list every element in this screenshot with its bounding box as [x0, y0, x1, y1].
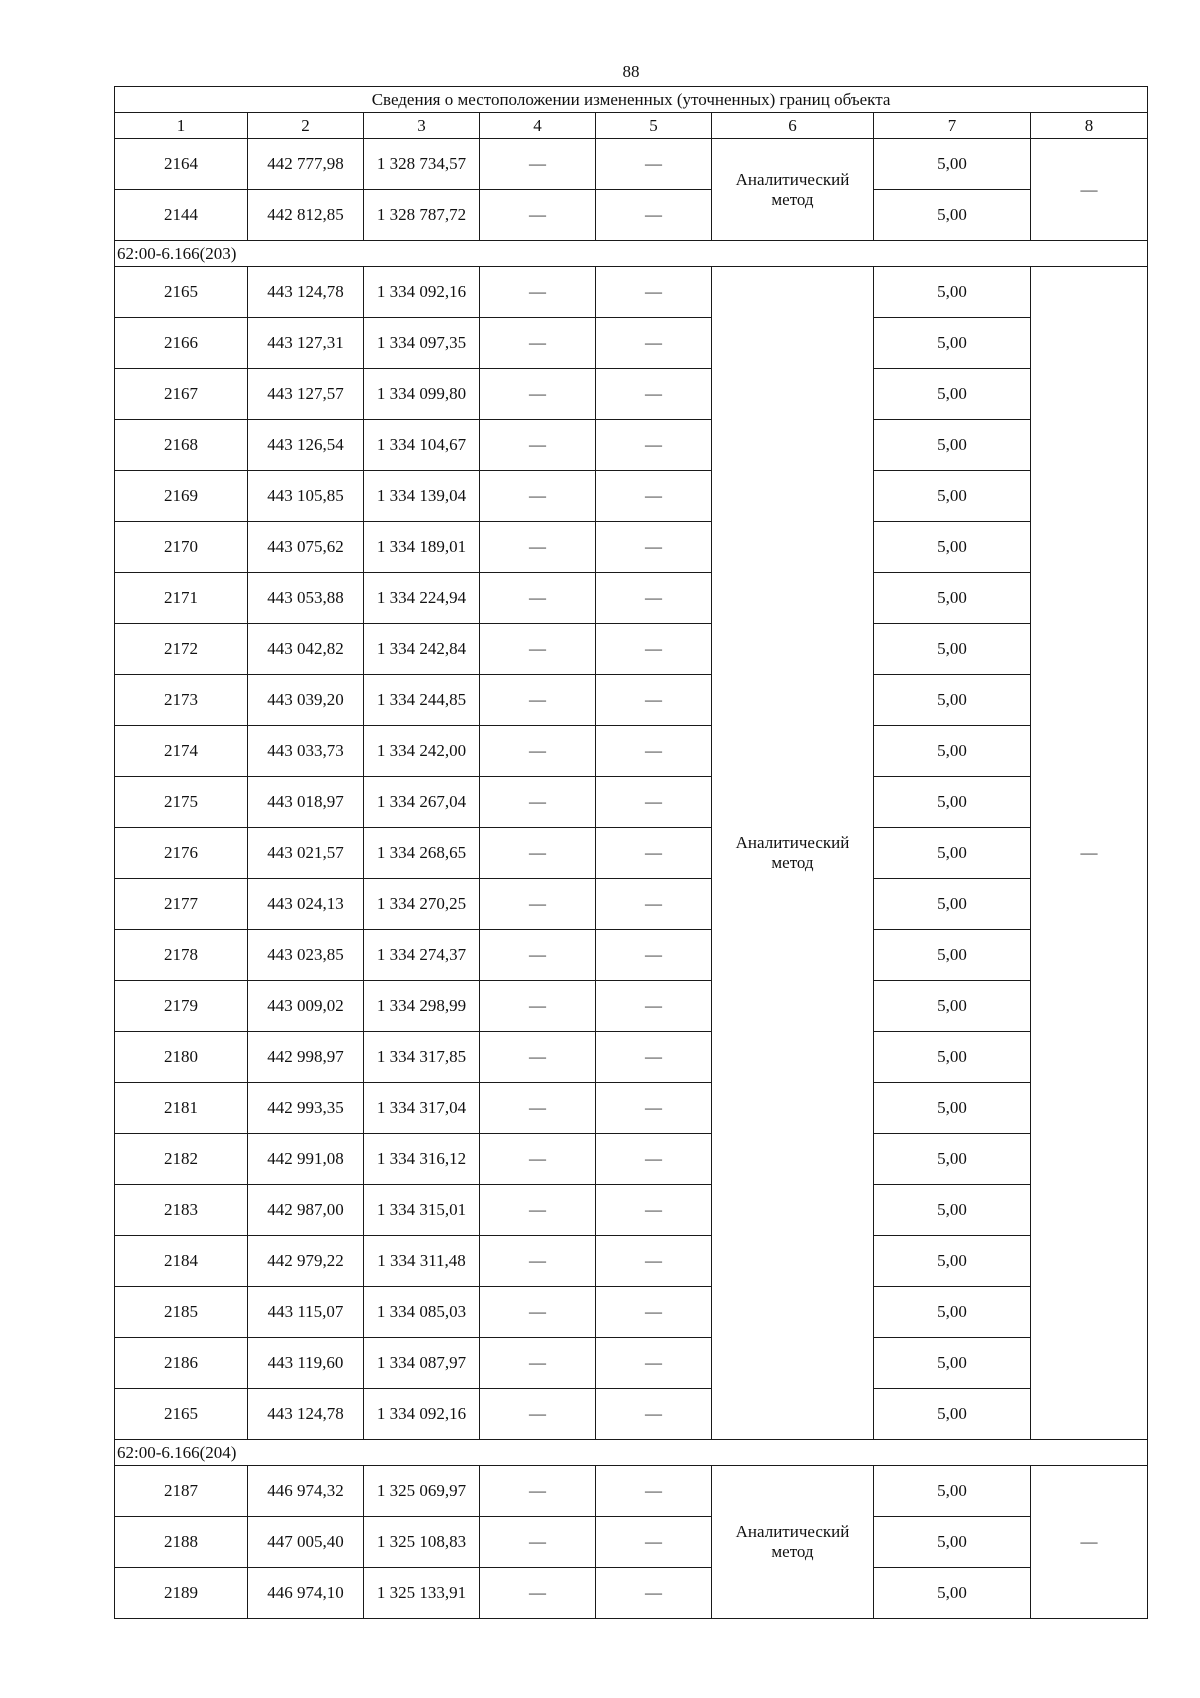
- dash-cell: —: [596, 1517, 712, 1568]
- accuracy-value: 5,00: [874, 1568, 1031, 1619]
- dash-cell: —: [480, 828, 596, 879]
- table-row: [115, 624, 1148, 675]
- accuracy-value: 5,00: [874, 1236, 1031, 1287]
- accuracy-value: 5,00: [874, 675, 1031, 726]
- coordinate-y: 1 334 270,25: [364, 879, 480, 930]
- accuracy-value: 5,00: [874, 1517, 1031, 1568]
- dash-cell: —: [480, 726, 596, 777]
- point-number: 2182: [115, 1134, 248, 1185]
- dash-cell: —: [480, 1236, 596, 1287]
- point-number: 2165: [115, 1389, 248, 1440]
- point-number: 2185: [115, 1287, 248, 1338]
- coordinate-y: 1 328 734,57: [364, 139, 480, 190]
- coordinate-y: 1 334 311,48: [364, 1236, 480, 1287]
- dash-cell: —: [596, 369, 712, 420]
- table-row: [115, 318, 1148, 369]
- table-row: [115, 1185, 1148, 1236]
- dash-cell: —: [596, 981, 712, 1032]
- point-number: 2176: [115, 828, 248, 879]
- column-number: 3: [364, 113, 480, 139]
- accuracy-value: 5,00: [874, 1032, 1031, 1083]
- dash-cell: —: [480, 624, 596, 675]
- method-line: Аналитический: [735, 169, 850, 189]
- dash-cell: —: [480, 190, 596, 241]
- method-line: Аналитический: [735, 1522, 850, 1541]
- point-number: 2187: [115, 1466, 248, 1517]
- dash-cell: —: [596, 522, 712, 573]
- table-row: [115, 420, 1148, 471]
- column-number: 7: [874, 113, 1031, 139]
- dash-cell: —: [480, 1134, 596, 1185]
- point-number: 2189: [115, 1568, 248, 1619]
- dash-cell: —: [596, 726, 712, 777]
- dash-cell: —: [596, 139, 712, 190]
- dash-cell: —: [596, 624, 712, 675]
- table-row: [115, 1134, 1148, 1185]
- table-row: [115, 981, 1148, 1032]
- coordinate-y: 1 334 092,16: [364, 1389, 480, 1440]
- coordinate-x: 443 119,60: [248, 1338, 364, 1389]
- coordinate-y: 1 334 224,94: [364, 573, 480, 624]
- coordinate-y: 1 328 787,72: [364, 190, 480, 241]
- coordinate-x: 443 126,54: [248, 420, 364, 471]
- point-number: 2178: [115, 930, 248, 981]
- coordinate-x: 443 023,85: [248, 930, 364, 981]
- accuracy-value: 5,00: [874, 369, 1031, 420]
- coordinate-x: 443 042,82: [248, 624, 364, 675]
- point-number: 2184: [115, 1236, 248, 1287]
- dash-cell: —: [480, 879, 596, 930]
- point-number: 2167: [115, 369, 248, 420]
- coordinate-x: 442 998,97: [248, 1032, 364, 1083]
- point-number: 2144: [115, 190, 248, 241]
- accuracy-value: 5,00: [874, 190, 1031, 241]
- dash-cell: —: [480, 675, 596, 726]
- point-number: 2188: [115, 1517, 248, 1568]
- coordinate-x: 442 812,85: [248, 190, 364, 241]
- point-number: 2171: [115, 573, 248, 624]
- dash-cell: —: [480, 369, 596, 420]
- column-number: 4: [480, 113, 596, 139]
- coordinate-x: 443 115,07: [248, 1287, 364, 1338]
- table-row: [115, 1083, 1148, 1134]
- dash-cell: —: [596, 420, 712, 471]
- dash-cell: —: [1031, 267, 1148, 1440]
- point-number: 2165: [115, 267, 248, 318]
- coordinate-y: 1 334 189,01: [364, 522, 480, 573]
- accuracy-value: 5,00: [874, 573, 1031, 624]
- dash-cell: —: [480, 420, 596, 471]
- dash-cell: —: [596, 1236, 712, 1287]
- coordinate-y: 1 334 274,37: [364, 930, 480, 981]
- coordinate-x: 443 124,78: [248, 267, 364, 318]
- method-line: Аналитический: [735, 833, 850, 852]
- dash-cell: —: [596, 1568, 712, 1619]
- dash-cell: —: [596, 1287, 712, 1338]
- coordinate-y: 1 334 244,85: [364, 675, 480, 726]
- dash-cell: —: [596, 1083, 712, 1134]
- point-number: 2172: [115, 624, 248, 675]
- dash-cell: —: [480, 318, 596, 369]
- coordinate-y: 1 334 317,04: [364, 1083, 480, 1134]
- point-number: 2181: [115, 1083, 248, 1134]
- coordinate-x: 442 993,35: [248, 1083, 364, 1134]
- dash-cell: —: [596, 777, 712, 828]
- dash-cell: —: [596, 1389, 712, 1440]
- table-row: [115, 190, 1148, 241]
- dash-cell: —: [480, 930, 596, 981]
- coordinate-y: 1 334 097,35: [364, 318, 480, 369]
- method-cell: [712, 1466, 874, 1619]
- point-number: 2169: [115, 471, 248, 522]
- table-row: [115, 1466, 1148, 1517]
- coordinate-x: 443 024,13: [248, 879, 364, 930]
- coordinate-y: 1 334 268,65: [364, 828, 480, 879]
- table-row: [115, 1517, 1148, 1568]
- point-number: 2174: [115, 726, 248, 777]
- method-cell: [712, 267, 874, 1440]
- method-line: метод: [771, 1542, 814, 1561]
- column-number: 1: [115, 113, 248, 139]
- page-number: 88: [622, 62, 640, 81]
- coordinate-y: 1 334 085,03: [364, 1287, 480, 1338]
- dash-cell: —: [1031, 139, 1148, 241]
- accuracy-value: 5,00: [874, 1466, 1031, 1517]
- table-row: [115, 1389, 1148, 1440]
- dash-cell: —: [596, 1338, 712, 1389]
- coordinate-x: 443 053,88: [248, 573, 364, 624]
- table-row: [115, 1287, 1148, 1338]
- coordinate-x: 443 033,73: [248, 726, 364, 777]
- table-row: [115, 726, 1148, 777]
- accuracy-value: 5,00: [874, 267, 1031, 318]
- dash-cell: —: [1031, 1466, 1148, 1619]
- table-row: [115, 522, 1148, 573]
- coordinate-x: 443 127,31: [248, 318, 364, 369]
- dash-cell: —: [480, 777, 596, 828]
- dash-cell: —: [480, 267, 596, 318]
- point-number: 2166: [115, 318, 248, 369]
- coordinate-x: 443 105,85: [248, 471, 364, 522]
- accuracy-value: 5,00: [874, 879, 1031, 930]
- dash-cell: —: [480, 1466, 596, 1517]
- dash-cell: —: [596, 828, 712, 879]
- dash-cell: —: [480, 471, 596, 522]
- point-number: 2180: [115, 1032, 248, 1083]
- dash-cell: —: [596, 1185, 712, 1236]
- boundary-coordinates-table: [114, 86, 1148, 1619]
- accuracy-value: 5,00: [874, 1083, 1031, 1134]
- coordinate-y: 1 334 242,00: [364, 726, 480, 777]
- table-row: [115, 1236, 1148, 1287]
- method-line: метод: [771, 853, 814, 872]
- dash-cell: —: [480, 1517, 596, 1568]
- section-label: 62:00-6.166(204): [115, 1440, 1148, 1466]
- dash-cell: —: [480, 1389, 596, 1440]
- accuracy-value: 5,00: [874, 1134, 1031, 1185]
- dash-cell: —: [480, 1338, 596, 1389]
- dash-cell: —: [596, 879, 712, 930]
- coordinate-y: 1 334 087,97: [364, 1338, 480, 1389]
- accuracy-value: 5,00: [874, 420, 1031, 471]
- method-cell: [712, 139, 874, 241]
- coordinate-y: 1 325 133,91: [364, 1568, 480, 1619]
- coordinate-y: 1 334 242,84: [364, 624, 480, 675]
- accuracy-value: 5,00: [874, 1287, 1031, 1338]
- accuracy-value: 5,00: [874, 522, 1031, 573]
- accuracy-value: 5,00: [874, 1338, 1031, 1389]
- point-number: 2170: [115, 522, 248, 573]
- coordinate-y: 1 325 108,83: [364, 1517, 480, 1568]
- column-number: 5: [596, 113, 712, 139]
- point-number: 2183: [115, 1185, 248, 1236]
- coordinate-x: 443 009,02: [248, 981, 364, 1032]
- point-number: 2179: [115, 981, 248, 1032]
- column-number-row: [115, 113, 1148, 139]
- accuracy-value: 5,00: [874, 318, 1031, 369]
- table-row: [115, 267, 1148, 318]
- coordinate-y: 1 325 069,97: [364, 1466, 480, 1517]
- column-number: 2: [248, 113, 364, 139]
- table-row: [115, 1568, 1148, 1619]
- table-row: [115, 1032, 1148, 1083]
- table-row: [115, 930, 1148, 981]
- dash-cell: —: [596, 1134, 712, 1185]
- dash-cell: —: [596, 573, 712, 624]
- point-number: 2164: [115, 139, 248, 190]
- dash-cell: —: [596, 471, 712, 522]
- coordinate-x: 446 974,10: [248, 1568, 364, 1619]
- accuracy-value: 5,00: [874, 930, 1031, 981]
- table-row: [115, 573, 1148, 624]
- accuracy-value: 5,00: [874, 828, 1031, 879]
- accuracy-value: 5,00: [874, 981, 1031, 1032]
- point-number: 2173: [115, 675, 248, 726]
- coordinate-x: 443 018,97: [248, 777, 364, 828]
- coordinate-x: 443 075,62: [248, 522, 364, 573]
- coordinate-y: 1 334 092,16: [364, 267, 480, 318]
- table-row: [115, 777, 1148, 828]
- table-row: [115, 139, 1148, 190]
- dash-cell: —: [480, 981, 596, 1032]
- section-row: [115, 1440, 1148, 1466]
- coordinate-y: 1 334 317,85: [364, 1032, 480, 1083]
- coordinate-y: 1 334 099,80: [364, 369, 480, 420]
- dash-cell: —: [480, 1568, 596, 1619]
- accuracy-value: 5,00: [874, 726, 1031, 777]
- table-row: [115, 471, 1148, 522]
- coordinate-x: 442 991,08: [248, 1134, 364, 1185]
- coordinate-y: 1 334 298,99: [364, 981, 480, 1032]
- table-row: [115, 828, 1148, 879]
- section-row: [115, 241, 1148, 267]
- dash-cell: —: [596, 267, 712, 318]
- coordinate-y: 1 334 139,04: [364, 471, 480, 522]
- dash-cell: —: [596, 318, 712, 369]
- column-number: 6: [712, 113, 874, 139]
- accuracy-value: 5,00: [874, 1389, 1031, 1440]
- dash-cell: —: [480, 139, 596, 190]
- table-title-row: [115, 87, 1148, 113]
- column-number: 8: [1031, 113, 1148, 139]
- coordinate-x: 443 127,57: [248, 369, 364, 420]
- dash-cell: —: [596, 675, 712, 726]
- accuracy-value: 5,00: [874, 1185, 1031, 1236]
- point-number: 2177: [115, 879, 248, 930]
- dash-cell: —: [596, 1032, 712, 1083]
- coordinate-x: 447 005,40: [248, 1517, 364, 1568]
- dash-cell: —: [596, 1466, 712, 1517]
- table-title: Сведения о местоположении измененных (уточненных) границ объекта: [115, 87, 1148, 113]
- accuracy-value: 5,00: [874, 777, 1031, 828]
- coordinate-x: 446 974,32: [248, 1466, 364, 1517]
- coordinate-x: 443 124,78: [248, 1389, 364, 1440]
- accuracy-value: 5,00: [874, 471, 1031, 522]
- accuracy-value: 5,00: [874, 139, 1031, 190]
- coordinate-x: 442 777,98: [248, 139, 364, 190]
- point-number: 2186: [115, 1338, 248, 1389]
- method-line: метод: [771, 189, 814, 209]
- dash-cell: —: [480, 1287, 596, 1338]
- section-label: 62:00-6.166(203): [115, 241, 1148, 267]
- table-row: [115, 879, 1148, 930]
- accuracy-value: 5,00: [874, 624, 1031, 675]
- dash-cell: —: [480, 573, 596, 624]
- dash-cell: —: [596, 930, 712, 981]
- coordinate-x: 442 987,00: [248, 1185, 364, 1236]
- dash-cell: —: [480, 1083, 596, 1134]
- dash-cell: —: [480, 1185, 596, 1236]
- coordinate-y: 1 334 315,01: [364, 1185, 480, 1236]
- table-row: [115, 369, 1148, 420]
- point-number: 2175: [115, 777, 248, 828]
- dash-cell: —: [480, 522, 596, 573]
- table-row: [115, 675, 1148, 726]
- coordinate-x: 443 039,20: [248, 675, 364, 726]
- coordinate-y: 1 334 316,12: [364, 1134, 480, 1185]
- point-number: 2168: [115, 420, 248, 471]
- coordinate-x: 443 021,57: [248, 828, 364, 879]
- coordinate-y: 1 334 267,04: [364, 777, 480, 828]
- dash-cell: —: [480, 1032, 596, 1083]
- dash-cell: —: [596, 190, 712, 241]
- coordinate-y: 1 334 104,67: [364, 420, 480, 471]
- table-row: [115, 1338, 1148, 1389]
- coordinate-x: 442 979,22: [248, 1236, 364, 1287]
